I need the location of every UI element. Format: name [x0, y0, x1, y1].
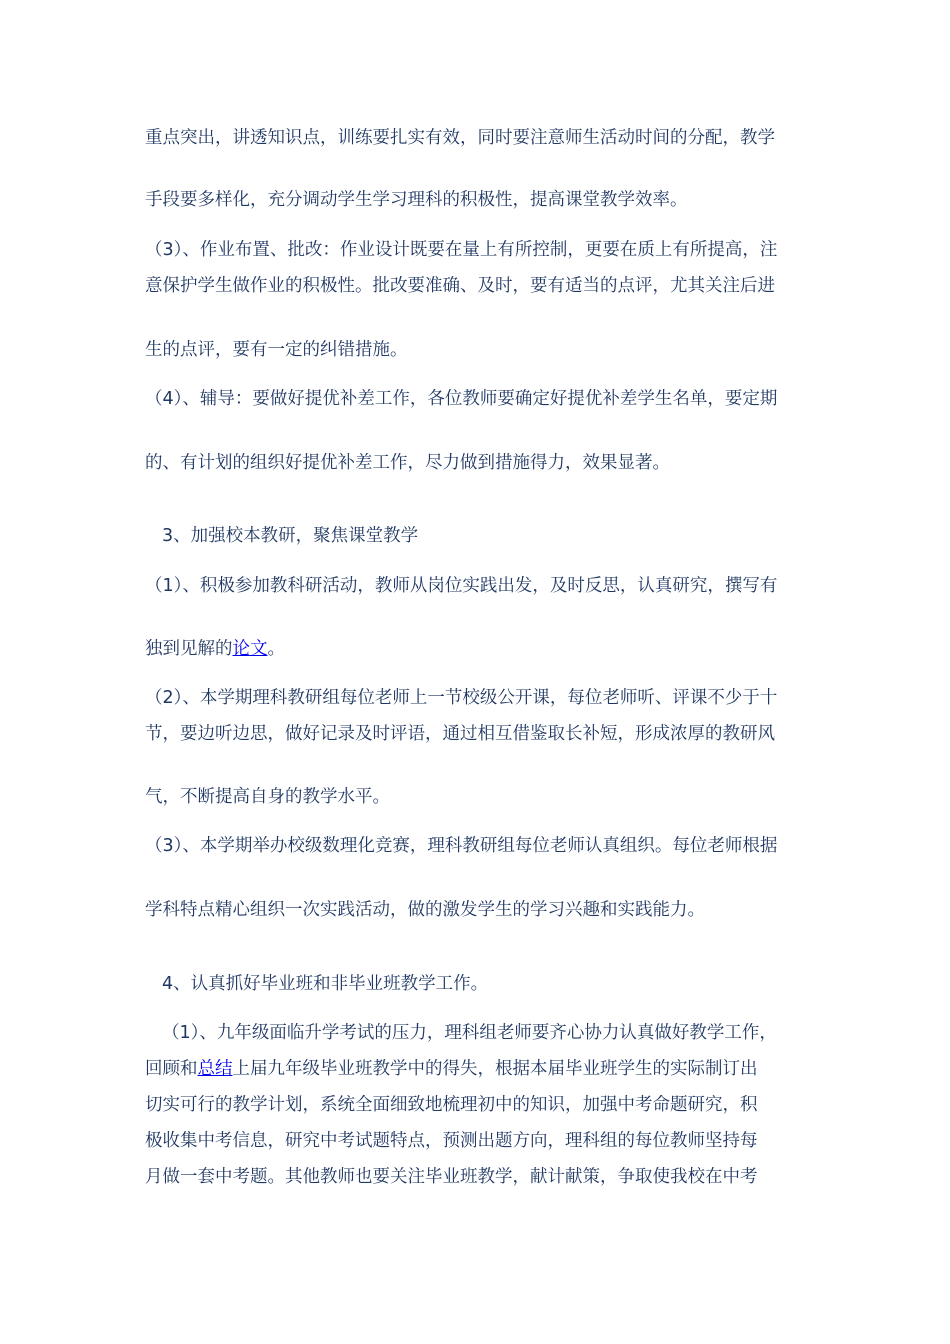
paragraph-line: （4）、辅导：要做好提优补差工作，各位教师要确定好提优补差学生名单，要定期 [145, 389, 778, 409]
paragraph-line: 意保护学生做作业的积极性。批改要准确、及时，要有适当的点评，尤其关注后进 [145, 276, 775, 296]
text-segment: 回顾和 [145, 1059, 198, 1079]
paragraph-line: 手段要多样化，充分调动学生学习理科的积极性，提高课堂教学效率。 [145, 190, 688, 210]
text-segment: 。 [267, 639, 285, 659]
paragraph-line: 的、有计划的组织好提优补差工作，尽力做到措施得力，效果显著。 [145, 453, 670, 473]
section-heading: 4、认真抓好毕业班和非毕业班教学工作。 [162, 974, 489, 994]
paragraph-line: （3）、作业布置、批改：作业设计既要在量上有所控制，更要在质上有所提高，注 [145, 240, 778, 260]
section-heading: 3、加强校本教研，聚焦课堂教学 [162, 526, 419, 546]
paragraph-line: （1）、积极参加教科研活动，教师从岗位实践出发，及时反思，认真研究，撰写有 [145, 576, 778, 596]
paragraph-line: （3）、本学期举办校级数理化竞赛，理科教研组每位老师认真组织。每位老师根据 [145, 836, 778, 856]
paragraph-line [145, 637, 285, 661]
paragraph-line: 气，不断提高自身的教学水平。 [145, 787, 390, 807]
paragraph-line: 切实可行的教学计划，系统全面细致地梳理初中的知识，加强中考命题研究，积 [145, 1095, 758, 1115]
paragraph-line: 学科特点精心组织一次实践活动，做的激发学生的学习兴趣和实践能力。 [145, 900, 705, 920]
lunwen-link[interactable]: 论文 [232, 639, 268, 659]
paragraph-line: （1）、九年级面临升学考试的压力，理科组老师要齐心协力认真做好教学工作， [162, 1023, 777, 1043]
paragraph-line: 月做一套中考题。其他教师也要关注毕业班教学，献计献策，争取使我校在中考 [145, 1167, 758, 1187]
paragraph-line [145, 1057, 758, 1081]
paragraph-line: （2）、本学期理科教研组每位老师上一节校级公开课，每位老师听、评课不少于十 [145, 688, 778, 708]
zongjie-link[interactable]: 总结 [197, 1059, 233, 1079]
text-segment: 上届九年级毕业班教学中的得失，根据本届毕业班学生的实际制订出 [232, 1059, 758, 1079]
paragraph-line: 生的点评，要有一定的纠错措施。 [145, 340, 408, 360]
paragraph-line: 节，要边听边思，做好记录及时评语，通过相互借鉴取长补短，形成浓厚的教研风 [145, 724, 775, 744]
text-segment: 独到见解的 [145, 639, 233, 659]
paragraph-line: 重点突出，讲透知识点，训练要扎实有效，同时要注意师生活动时间的分配，教学 [145, 128, 775, 148]
paragraph-line: 极收集中考信息，研究中考试题特点，预测出题方向，理科组的每位教师坚持每 [145, 1131, 758, 1151]
